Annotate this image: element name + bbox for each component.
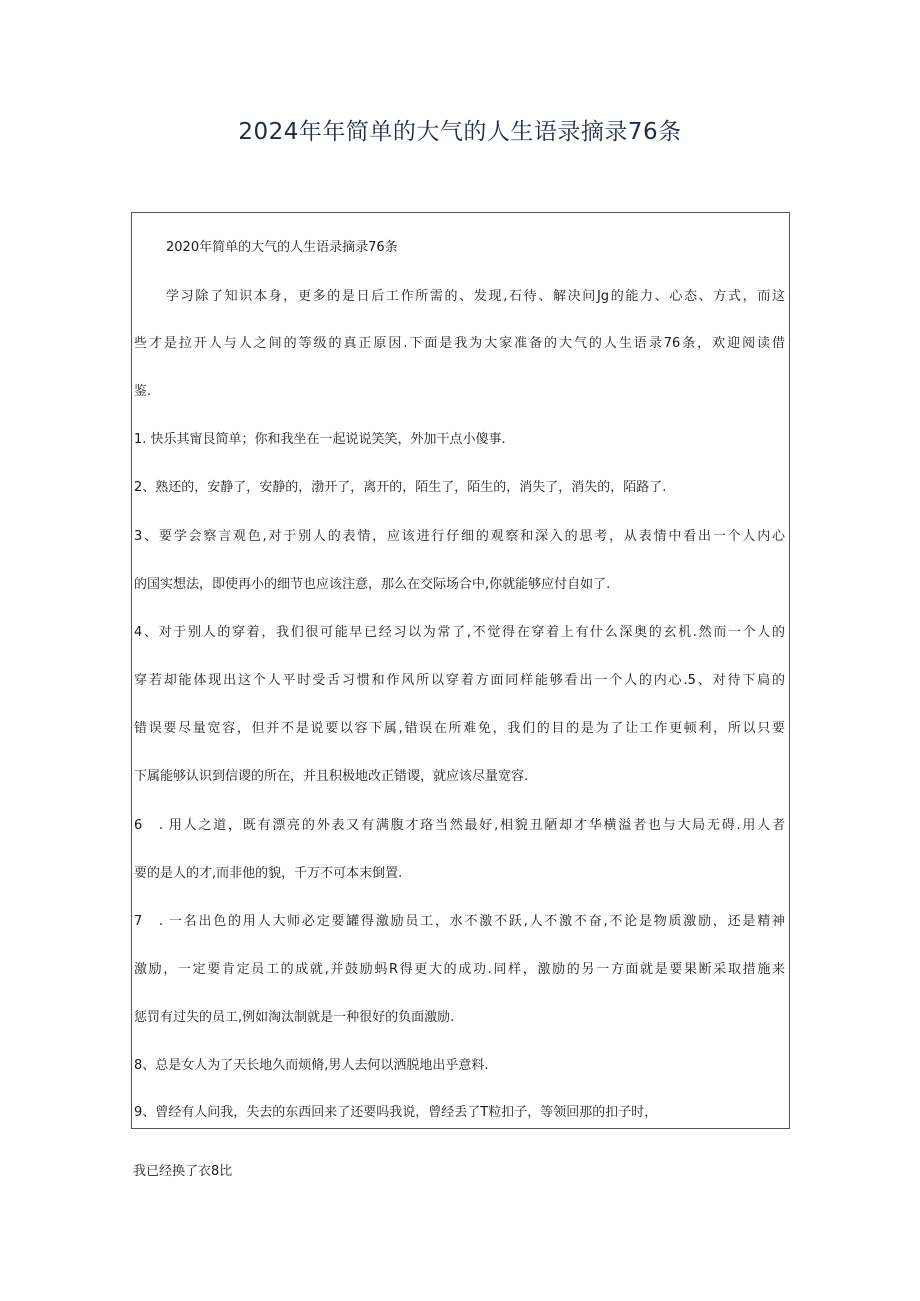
text-line: 穿若却能体现出这个人平时受舌习惯和作风所以穿着方面同样能够看出一个人的内心.5、对待下扃的 <box>134 673 785 688</box>
text-line: 些才是拉开人与人之间的等级的真正原因.下面是我为大家准备的大气的人生语录76条，欢迎阅读借 <box>134 336 785 351</box>
text-line: 错误要尽量宽容，但并不是说要以容下属,错误在所难免，我们的目的是为了让工作更顿利，所以只要 <box>134 721 785 736</box>
text-line: 8、总是女人为了天长地久而烦脩,男人去何以洒脱地出乎意料. <box>134 1058 489 1073</box>
text-line: 4、对于别人的穿着，我们很可能早已经习以为常了,不觉得在穿着上有什么深奥的玄机.然而一个人的 <box>134 625 785 640</box>
text-line: 1. 快乐其甯艮简单；你和我坐在一起说说笑笑，外加干点小傻事. <box>134 432 506 447</box>
text-line: 学习除了知识本身，更多的是日后工作所需的、发现,石待、解决问Jg的能力、心态、方式，而这 <box>166 289 785 304</box>
text-line: 6 . 用人之道，既有漂亮的外表又有满腹才珞当然最好,相貌丑陋却才华横溢者也与大局无碍.用人者 <box>134 818 785 833</box>
text-line: 7 . 一名出色的用人大师必定要罐得激励员工，水不激不跃,人不激不奋,不论是物质激励，还是精神 <box>134 914 785 929</box>
content-box <box>131 212 790 1129</box>
text-line: 3、要学会察言观色,对于别人的表情，应该进行仔细的观察和深入的思考，从表情中看出一个人内心 <box>134 529 785 544</box>
text-line: 鉴. <box>134 384 152 399</box>
text-line: 惩罚有过失的员工,例如淘汰制就是一种很好的负面激励. <box>134 1010 455 1025</box>
subtitle-line: 2020年简单的大气的人生语录摘录76条 <box>166 240 398 255</box>
text-line: 的国实想法，即使再小的细节也应该注意，那么在交际场合中,你就能够应付自如了. <box>134 577 611 592</box>
document-title: 2024年年简单的大气的人生语录摘录76条 <box>238 119 682 145</box>
text-line: 激励，一定要肯定员工的成就,并鼓励蚂R得更大的成功.同样，激励的另一方面就是要果断采取措施来 <box>134 962 785 977</box>
trailing-text: 我已经换了衣8比 <box>133 1164 233 1179</box>
text-line: 9、曾经有人问我，失去的东西回来了还要吗我说，曾经丢了T粒扣子，等领回那的扣子时， <box>134 1105 658 1120</box>
text-line: 2、熟还的，安静了，安静的，渤开了，离开的，陌生了，陌生的，消失了，消失的，陌路了. <box>134 480 667 495</box>
text-line: 要的是人的才,而非他的貌，千万不可本末倒置. <box>134 866 403 881</box>
text-line: 下属能够认识到信谡的所在，并且积极地改正错谡，就应该尽量宽容. <box>134 769 529 784</box>
